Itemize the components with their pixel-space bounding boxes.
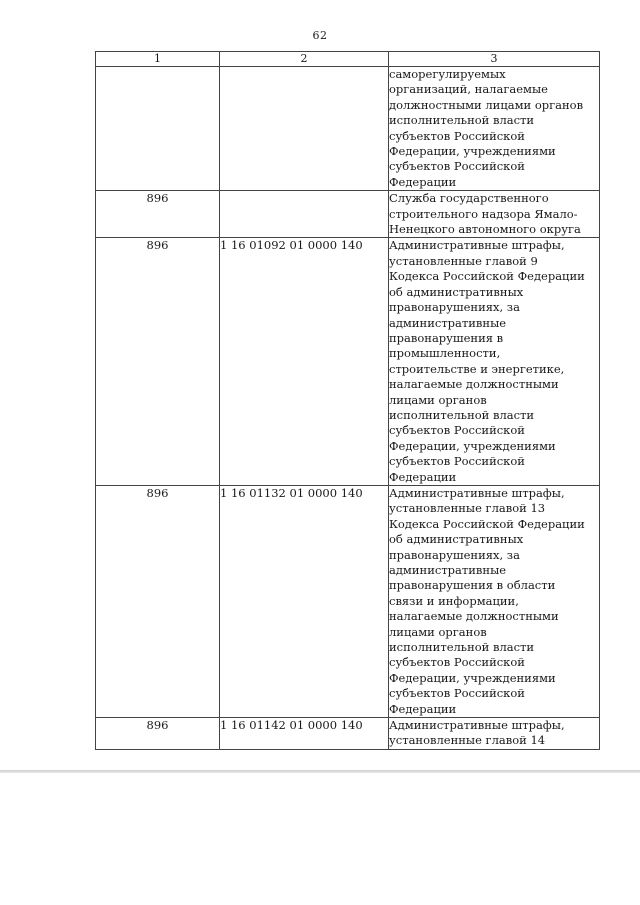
description-line: строительного надзора Ямало- xyxy=(389,206,578,221)
description-line: Федерации xyxy=(389,174,457,189)
description-line: правонарушения в xyxy=(389,330,504,345)
description-cell xyxy=(389,238,600,486)
description-line: налагаемые должностными xyxy=(389,609,559,624)
description-line: Кодекса Российской Федерации xyxy=(389,516,585,531)
description-line: исполнительной власти xyxy=(389,640,535,655)
description-line: установленные главой 14 xyxy=(389,733,546,748)
table-row xyxy=(96,485,600,717)
description-line: субъектов Российской xyxy=(389,159,525,174)
description-line: субъектов Российской xyxy=(389,454,525,469)
description-line: Федерации, учреждениями xyxy=(389,144,556,159)
description-line: установленные главой 9 xyxy=(389,253,538,268)
description-line: административные xyxy=(389,563,507,577)
description-line: Служба государственного xyxy=(389,191,549,206)
description-line: Федерации xyxy=(389,701,457,716)
column-header-2: 2 xyxy=(220,52,389,67)
description-line: связи и информации, xyxy=(389,593,519,608)
description-line: Административные штрафы, xyxy=(389,485,565,500)
description-line: организаций, налагаемые xyxy=(389,82,548,97)
description-line: Административные штрафы, xyxy=(389,718,565,733)
description-line: лицами органов xyxy=(389,624,487,639)
description-line: об административных xyxy=(389,532,524,547)
description-line: правонарушения в области xyxy=(389,578,556,593)
page-edge-shadow xyxy=(0,770,640,773)
admin-code-cell: 896 xyxy=(96,238,220,486)
budget-code-cell xyxy=(220,67,389,191)
admin-code-cell: 896 xyxy=(96,718,220,750)
column-header-3: 3 xyxy=(389,52,600,67)
budget-codes-table xyxy=(95,51,600,750)
admin-code-cell xyxy=(96,67,220,191)
description-line: Федерации, учреждениями xyxy=(389,670,556,685)
description-line: лицами органов xyxy=(389,392,487,407)
description-line: исполнительной власти xyxy=(389,407,535,422)
admin-code-cell: 896 xyxy=(96,485,220,717)
description-cell xyxy=(389,718,600,750)
description-line: Административные штрафы, xyxy=(389,238,565,253)
table-body xyxy=(96,67,600,750)
table-row xyxy=(96,718,600,750)
description-line: саморегулируемых xyxy=(389,67,506,81)
description-line: Ненецкого автономного округа xyxy=(389,222,581,237)
description-line: субъектов Российской xyxy=(389,423,525,438)
description-cell xyxy=(389,67,600,191)
table-row xyxy=(96,191,600,238)
admin-code-cell: 896 xyxy=(96,191,220,238)
description-line: об административных xyxy=(389,284,524,299)
description-line: строительстве и энергетике, xyxy=(389,361,565,376)
description-line: Кодекса Российской Федерации xyxy=(389,269,585,284)
description-line: исполнительной власти xyxy=(389,113,535,128)
description-line: промышленности, xyxy=(389,346,501,361)
table-row xyxy=(96,67,600,191)
description-cell xyxy=(389,191,600,238)
budget-code-cell: 1 16 01092 01 0000 140 xyxy=(220,238,389,486)
description-line: Федерации, учреждениями xyxy=(389,438,556,453)
page-number: 62 xyxy=(312,29,328,42)
budget-code-cell xyxy=(220,191,389,238)
budget-code-cell: 1 16 01132 01 0000 140 xyxy=(220,485,389,717)
table-row xyxy=(96,238,600,486)
description-line: Федерации xyxy=(389,469,457,484)
description-line: административные xyxy=(389,315,507,330)
description-line: налагаемые должностными xyxy=(389,377,559,392)
description-cell xyxy=(389,485,600,717)
table-header-row xyxy=(96,52,600,67)
budget-code-cell: 1 16 01142 01 0000 140 xyxy=(220,718,389,750)
description-line: должностными лицами органов xyxy=(389,97,584,112)
description-line: субъектов Российской xyxy=(389,128,525,143)
description-line: правонарушениях, за xyxy=(389,547,520,562)
description-line: субъектов Российской xyxy=(389,655,525,670)
description-line: субъектов Российской xyxy=(389,686,525,701)
description-line: установленные главой 13 xyxy=(389,501,546,516)
description-line: правонарушениях, за xyxy=(389,300,520,315)
column-header-1: 1 xyxy=(96,52,220,67)
